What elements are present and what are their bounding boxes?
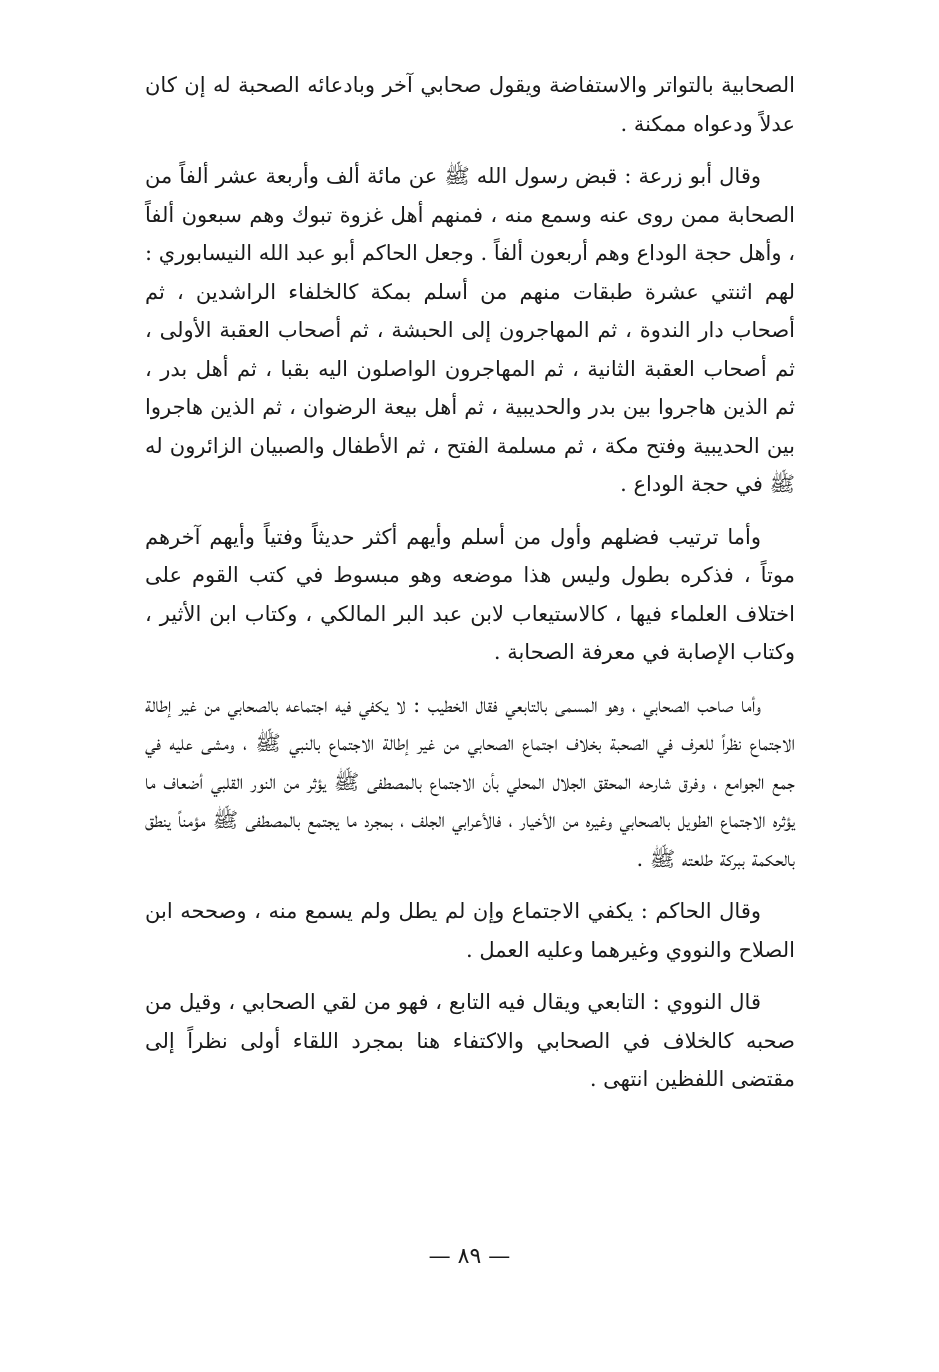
- paragraph-gap: [145, 969, 795, 983]
- paragraph-1: الصحابية بالتواتر والاستفاضة ويقول صحابي آخر وبادعائه الصحبة له إن كان عدلاً ودعواه ممكنة .: [145, 73, 795, 136]
- paragraph-5: وقال الحاكم : يكفي الاجتماع وإن لم يطل ولم يسمع منه ، وصححه ابن الصلاح والنووي وغيرهما وعليه العمل .: [145, 899, 795, 962]
- page-body: [145, 66, 795, 1099]
- paragraph-gap: [145, 143, 795, 157]
- paragraph-6: قال النووي : التابعي ويقال فيه التابع ، فهو من لقي الصحابي ، وقيل من صحبه كالخلاف في الصحابي والاكتفاء هنا بمجرد اللقاء أولى نظراً إلى مقتضى اللفظين انتهى .: [145, 990, 795, 1091]
- paragraph-4: وأما صاحب الصحابي ، وهو المسمى بالتابعي فقال الخطيب : لا يكفي فيه اجتماعه بالصحابي من غير إطالة الاجتماع نظراً للعرف في الصحبة بخلاف اجتماع الصحابي من غير إطالة الاجتماع بالنبي ﷺ ، ومشى عليه في جمع الجوامع ، وفرق شارحه المحقق الجلال المحلي بأن الاجتماع بالمصطفى ﷺ يؤثر من النور القلبي أضعاف ما يؤثره الاجتماع الطويل بالصحابي وغيره من الأخيار ، فالأعرابي الجلف ، بمجرد ما يجتمع بالمصطفى ﷺ مؤمناً ينطق بالحكمة ببركة طلعته ﷺ .: [145, 692, 795, 871]
- paragraph-gap: [145, 504, 795, 518]
- paragraph-gap: [145, 672, 795, 686]
- paragraph-gap: [145, 878, 795, 892]
- page-number: — ٨٩ —: [428, 1244, 511, 1269]
- paragraph-3: وأما ترتيب فضلهم وأول من أسلم وأيهم أكثر حديثاً وفتياً وأيهم آخرهم موتاً ، فذكره بطول وليس هذا موضعه وهو مبسوط في كتب القوم على اختلاف العلماء فيها ، كالاستيعاب لابن عبد البر المالكي ، وكتاب ابن الأثير ، وكتاب الإصابة في معرفة الصحابة .: [145, 524, 795, 664]
- paragraph-2: وقال أبو زرعة : قبض رسول الله ﷺ عن مائة ألف وأربعة عشر ألفاً من الصحابة ممن روى عنه وسمع منه ، فمنهم أهل غزوة تبوك وهم سبعون ألفاً ، وأهل حجة الوداع وهم أربعون ألفاً . وجعل الحاكم أبو عبد الله النيسابوري : لهم اثنتي عشرة طبقات منهم من أسلم بمكة كالخلفاء الراشدين ، ثم أصحاب دار الندوة ، ثم المهاجرون إلى الحبشة ، ثم أصحاب العقبة الأولى ، ثم أصحاب العقبة الثانية ، ثم المهاجرون الواصلون اليه بقبا ، ثم أهل بدر ، ثم الذين هاجروا بين بدر والحديبية ، ثم أهل بيعة الرضوان ، ثم الذين هاجروا بين الحديبية وفتح مكة ، ثم مسلمة الفتح ، ثم الأطفال والصبيان الزائرون له ﷺ في حجة الوداع .: [145, 164, 795, 496]
